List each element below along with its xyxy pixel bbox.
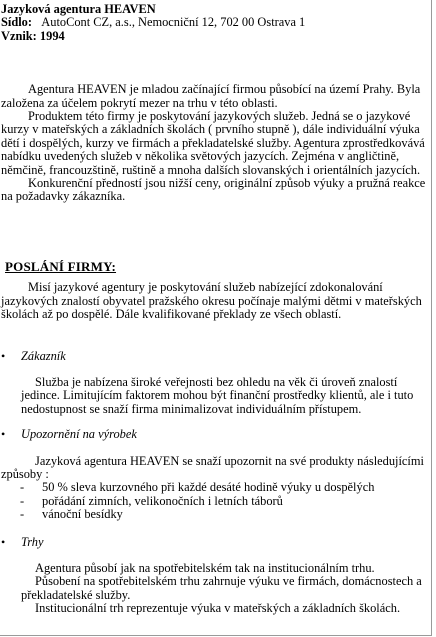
section-title-promotion: Upozornění na výrobek	[21, 427, 137, 442]
mission-heading: POSLÁNÍ FIRMY:	[5, 258, 117, 274]
mission-text: Misí jazykové agentury je poskytování služeb nabízející zdokonalování jazykových znalostí obyvatel pražského okresu počínaje malými dětmi v mateřských školách až po dospělé. Dále kvalifikované překlady ze všech oblastí.	[1, 280, 422, 322]
list-item-text: vánoční besídky	[42, 507, 123, 522]
founded-value: 1994	[39, 28, 65, 43]
list-item	[1, 495, 431, 508]
list-item-text: 50 % sleva kurzovného při každé desáté hodině výuky u dospělých	[42, 480, 375, 495]
list-item	[1, 508, 431, 521]
founded-label: Vznik:	[1, 28, 37, 43]
section-text-markets-3: Institucionální trh reprezentuje výuka v mateřských a základních školách.	[35, 601, 401, 616]
section-markets	[1, 536, 431, 549]
seat-label: Sídlo:	[1, 15, 32, 30]
dash-icon: -	[20, 493, 25, 508]
section-customer	[1, 350, 431, 363]
section-text-customer: Služba je nabízena široké veřejnosti bez ohledu na věk či úroveň znalostí jedince. Limitujícím faktorem mohou být finanční prostředky klientů, ale i tuto nedostupnost se snaží firma minimalizovat individuálním přístupem.	[21, 374, 414, 416]
company-name: Jazyková agentura HEAVEN	[1, 2, 156, 16]
section-text-markets-2: Působení na spotřebitelském trhu zahrnuje výuku ve firmách, domácnostech a překladatelské služby.	[21, 574, 422, 602]
dash-icon: -	[20, 507, 25, 522]
section-promotion	[1, 428, 431, 441]
intro-paragraph-1: Agentura HEAVEN je mladou začínající firmou působící na území Prahy. Byla založena za účelem pokrytí mezer na trhu v této oblasti.	[1, 82, 421, 110]
seat-line	[1, 16, 431, 29]
section-text-markets-1: Agentura působí jak na spotřebitelském tak na institucionálním trhu.	[35, 560, 375, 575]
dash-icon: -	[20, 480, 25, 495]
bullet-icon: •	[1, 427, 6, 442]
list-item-text: pořádání zimních, velikonočních i letních táborů	[42, 493, 283, 508]
intro-paragraph-2: Produktem této firmy je poskytování jazykových služeb. Jedná se o jazykové kurzy v mateřských a základních školách ( prvního stupně ), dále individuální výuka dětí i dospělých, kurzy ve firmách a překladatelské služby. Agentura zprostředkovává nabídku uvedených služeb v několika světových jazycích. Zejména v angličtině, němčině, francouzštině, ruštině a mnoha dalších slovanských i orientálních jazycích.	[1, 109, 425, 177]
section-title-customer: Zákazník	[21, 348, 66, 363]
list-item	[1, 481, 431, 494]
seat-value: AutoCont CZ, a.s., Nemocniční 12, 702 00 Ostrava 1	[41, 15, 306, 30]
section-title-markets: Trhy	[21, 534, 44, 549]
section-text-promotion: Jazyková agentura HEAVEN se snaží upozornit na své produkty následujícími způsoby :	[1, 453, 424, 481]
intro-paragraph-3: Konkurenční předností jsou nižší ceny, originální způsob výuky a pružná reakce na požadavky zákazníka.	[1, 176, 426, 204]
bullet-icon: •	[1, 348, 6, 363]
founded-line	[1, 30, 431, 43]
bullet-icon: •	[1, 534, 6, 549]
